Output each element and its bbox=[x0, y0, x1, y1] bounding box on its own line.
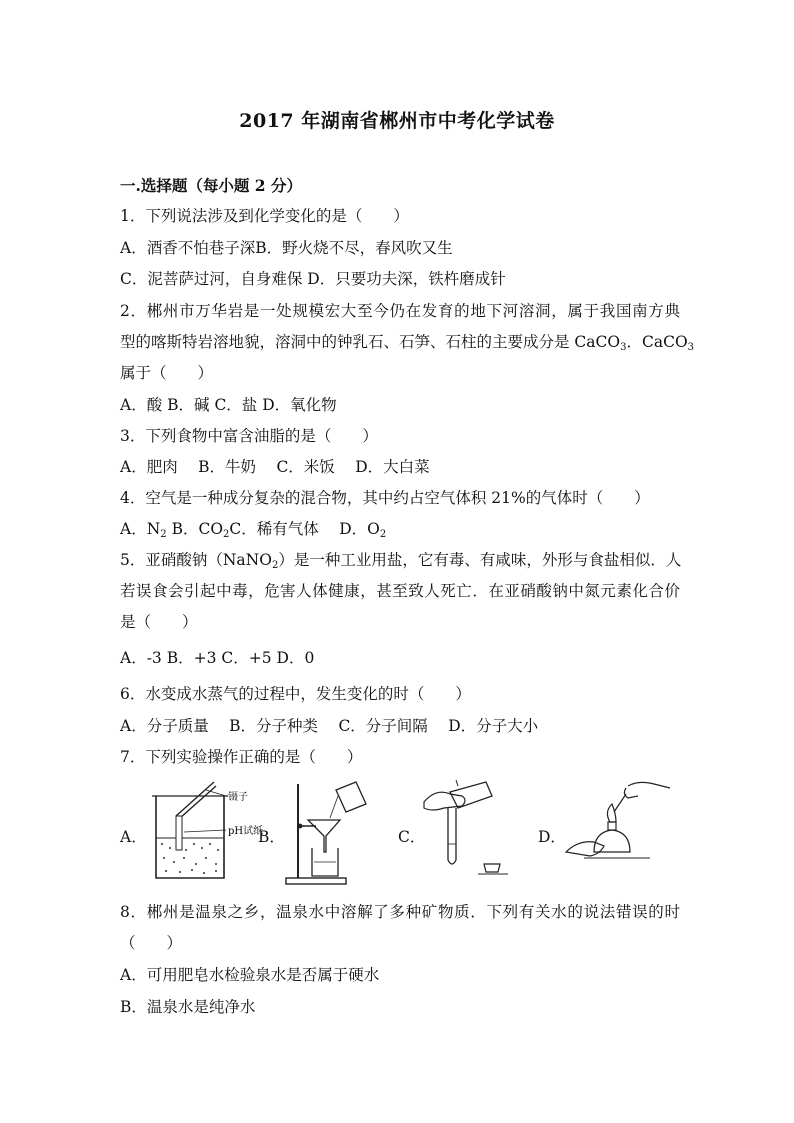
q4-sub-b: 2 bbox=[223, 529, 230, 540]
q1-options-cd: C．泥菩萨过河，自身难保 D．只要功夫深，铁杵磨成针 bbox=[120, 270, 506, 288]
q7-figures bbox=[120, 778, 680, 888]
q2-line2-text-b: ．CaCO bbox=[626, 333, 688, 351]
section-heading: 一.选择题（每小题 2 分） bbox=[120, 176, 302, 195]
q7-stem: 7．下列实验操作正确的是（ ） bbox=[120, 748, 363, 766]
q8-option-b: B．温泉水是纯净水 bbox=[120, 998, 256, 1016]
q7-label-a: A． bbox=[120, 828, 147, 846]
q4-options bbox=[120, 519, 680, 539]
q5-line1-text-b: ）是一种工业用盐，它有毒、有咸味，外形与食盐相似．人 bbox=[278, 551, 682, 569]
q2-line2 bbox=[120, 332, 695, 353]
q5-line2: 若误食会引起中毒，危害人体健康，甚至致人死亡．在亚硝酸钠中氮元素化合价 bbox=[120, 582, 680, 600]
q7-figure-a-beaker-ph-paper bbox=[146, 778, 272, 886]
q1-options-ab: A．酒香不怕巷子深B．野火烧不尽，春风吹又生 bbox=[120, 239, 453, 257]
q2-subscript-1: 3 bbox=[620, 342, 627, 353]
q7-label-d: D． bbox=[538, 828, 566, 846]
q7-figure-b-filtration bbox=[280, 778, 376, 888]
q4-sub-a: 2 bbox=[160, 529, 167, 540]
q8-line1: 8．郴州是温泉之乡，温泉水中溶解了多种矿物质．下列有关水的说法错误的时 bbox=[120, 903, 680, 921]
q2-subscript-2: 3 bbox=[687, 342, 695, 353]
q2-line2-text-a: 型的喀斯特岩溶地貌，溶洞中的钟乳石、石笋、石柱的主要成分是 CaCO bbox=[120, 333, 621, 351]
q2-options: A．酸 B．碱 C．盐 D．氧化物 bbox=[120, 396, 337, 414]
page-title: 2017 年湖南省郴州市中考化学试卷 bbox=[239, 110, 555, 132]
q7-fig-a-ph-paper-label: pH试纸 bbox=[228, 826, 264, 837]
q3-stem: 3．下列食物中富含油脂的是（ ） bbox=[120, 427, 378, 445]
q5-line3: 是（ ） bbox=[120, 613, 198, 631]
q7-figure-c-test-tube-pouring bbox=[422, 778, 522, 878]
q1-stem: 1．下列说法涉及到化学变化的是（ ） bbox=[120, 207, 409, 225]
q2-line1: 2．郴州市万华岩是一处规模宏大至今仍在发育的地下河溶洞，属于我国南方典 bbox=[120, 302, 680, 320]
q7-label-b: B． bbox=[258, 828, 285, 846]
q7-fig-a-tweezers-label: 镊子 bbox=[228, 792, 248, 803]
q7-label-c: C． bbox=[398, 828, 426, 846]
q4-sub-d: 2 bbox=[379, 529, 387, 540]
q5-line1 bbox=[120, 550, 680, 570]
q5-line1-text-a: 5．亚硝酸钠（NaNO bbox=[120, 551, 272, 569]
q7-figure-d-alcohol-lamp bbox=[564, 778, 674, 878]
q4-opt-c: C．稀有气体 D．O bbox=[229, 520, 380, 538]
q5-options: A．-3 B．+3 C．+5 D．0 bbox=[120, 649, 315, 667]
q8-option-a: A．可用肥皂水检验泉水是否属于硬水 bbox=[120, 966, 380, 984]
q4-opt-a: A．N bbox=[120, 520, 161, 538]
q2-line3: 属于（ ） bbox=[120, 364, 214, 382]
q5-subscript: 2 bbox=[271, 560, 279, 571]
q4-opt-b: B．CO bbox=[166, 520, 224, 538]
q8-line2: （ ） bbox=[120, 934, 183, 952]
q3-options: A．肥肉 B．牛奶 C．米饭 D．大白菜 bbox=[120, 458, 430, 476]
q6-stem: 6．水变成水蒸气的过程中，发生变化的时（ ） bbox=[120, 685, 471, 703]
q4-stem: 4．空气是一种成分复杂的混合物，其中约占空气体积 21%的气体时（ ） bbox=[120, 489, 650, 507]
q6-options: A．分子质量 B．分子种类 C．分子间隔 D．分子大小 bbox=[120, 717, 539, 735]
